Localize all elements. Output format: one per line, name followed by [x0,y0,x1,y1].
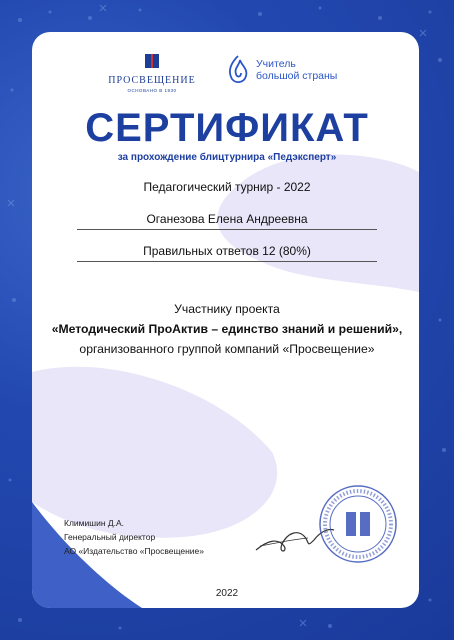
signatory-company: АО «Издательство «Просвещение» [64,546,204,556]
project-name: «Методический ПроАктив – единство знаний и решений», [51,322,403,336]
logo-line-1: Учитель [256,58,296,70]
certificate-title: СЕРТИФИКАТ [85,106,369,150]
prosveshchenie-logo [82,54,222,93]
logo-tagline: ОСНОВАНО В 1930 [127,88,177,93]
signatory-name: Климишин Д.А. [64,518,125,528]
body-line-1: Участнику проекта [174,302,280,316]
certificate-subtitle: за прохождение блицтурнира «Педэксперт» [117,152,337,163]
result-field: Правильных ответов 12 (80%) [77,244,377,262]
company-stamp [316,482,400,566]
body-line-3: организованного группой компаний «Просвещение» [79,342,375,356]
certificate-year: 2022 [215,588,239,599]
recipient-name: Оганезова Елена Андреевна [77,212,377,230]
logo-line-2: большой страны [256,70,338,82]
event-field: Педагогический турнир - 2022 [143,180,311,194]
flame-icon [226,54,250,84]
book-icon [141,54,163,68]
signatory-position: Генеральный директор [64,532,156,542]
logo-name: ПРОСВЕЩЕНИЕ [108,75,196,86]
